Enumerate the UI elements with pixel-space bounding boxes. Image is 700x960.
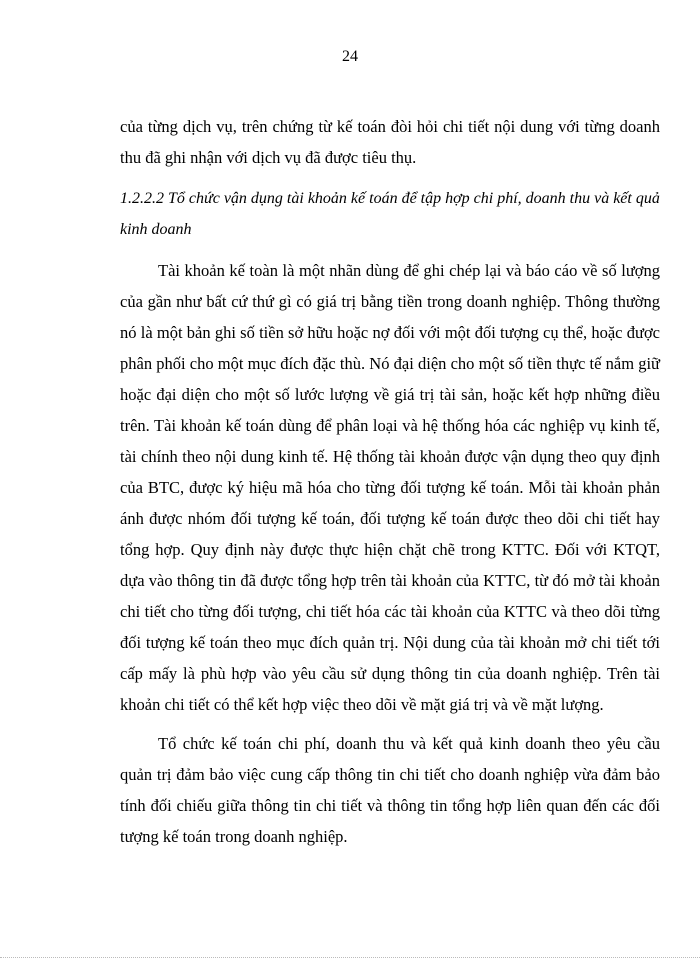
page-number: 24 <box>342 48 358 65</box>
intro-paragraph: của từng dịch vụ, trên chứng từ kế toán đòi hỏi chi tiết nội dung với từng doanh thu đã ghi nhận với dịch vụ đã được tiêu thụ. <box>120 117 660 167</box>
page-body <box>120 111 660 852</box>
page-bottom-rule <box>0 957 700 958</box>
body-paragraph-1: Tài khoản kế toàn là một nhãn dùng để ghi chép lại và báo cáo về số lượng của gần như bất cứ thứ gì có giá trị bằng tiền trong doanh nghiệp. Thông thường nó là một bản ghi số tiền sở hữu hoặc nợ đối với một đối tượng cụ thể, hoặc được phân phối cho một mục đích đặc thù. Nó đại diện cho một số tiền thực tế nắm giữ hoặc đại diện cho một số lước lượng về giá trị tài sản, hoặc kết hợp những điều trên. Tài khoản kế toán dùng để phân loại và hệ thống hóa các nghiệp vụ kinh tế, tài chính theo nội dung kinh tế. Hệ thống tài khoản được vận dụng theo quy định của BTC, được ký hiệu mã hóa cho từng đối tượng kế toán. Mỗi tài khoản phản ánh được nhóm đối tượng kế toán, đối tượng kế toán được theo dõi chi tiết hay tổng hợp. Quy định này được thực hiện chặt chẽ trong KTTC. Đối với KTQT, dựa vào thông tin đã được tổng hợp trên tài khoản của KTTC, từ đó mở tài khoản chi tiết cho từng đối tượng, chi tiết hóa các tài khoản của KTTC và theo dõi từng đối tượng kế toán theo mục đích quản trị. Nội dung của tài khoản mở chi tiết tới cấp mấy là phù hợp vào yêu cầu sử dụng thông tin của doanh nghiệp. Trên tài khoản chi tiết có thể kết hợp việc theo dõi về mặt giá trị và về mặt lượng. <box>120 261 660 714</box>
section-heading: 1.2.2.2 Tổ chức vận dụng tài khoản kế toán để tập hợp chi phí, doanh thu và kết quả kinh doanh <box>120 190 660 238</box>
body-paragraph-2: Tổ chức kế toán chi phí, doanh thu và kết quả kinh doanh theo yêu cầu quản trị đảm bảo việc cung cấp thông tin chi tiết cho doanh nghiệp vừa đảm bảo tính đối chiếu giữa thông tin chi tiết và thông tin tổng hợp liên quan đến các đối tượng kế toán trong doanh nghiệp. <box>120 734 660 846</box>
